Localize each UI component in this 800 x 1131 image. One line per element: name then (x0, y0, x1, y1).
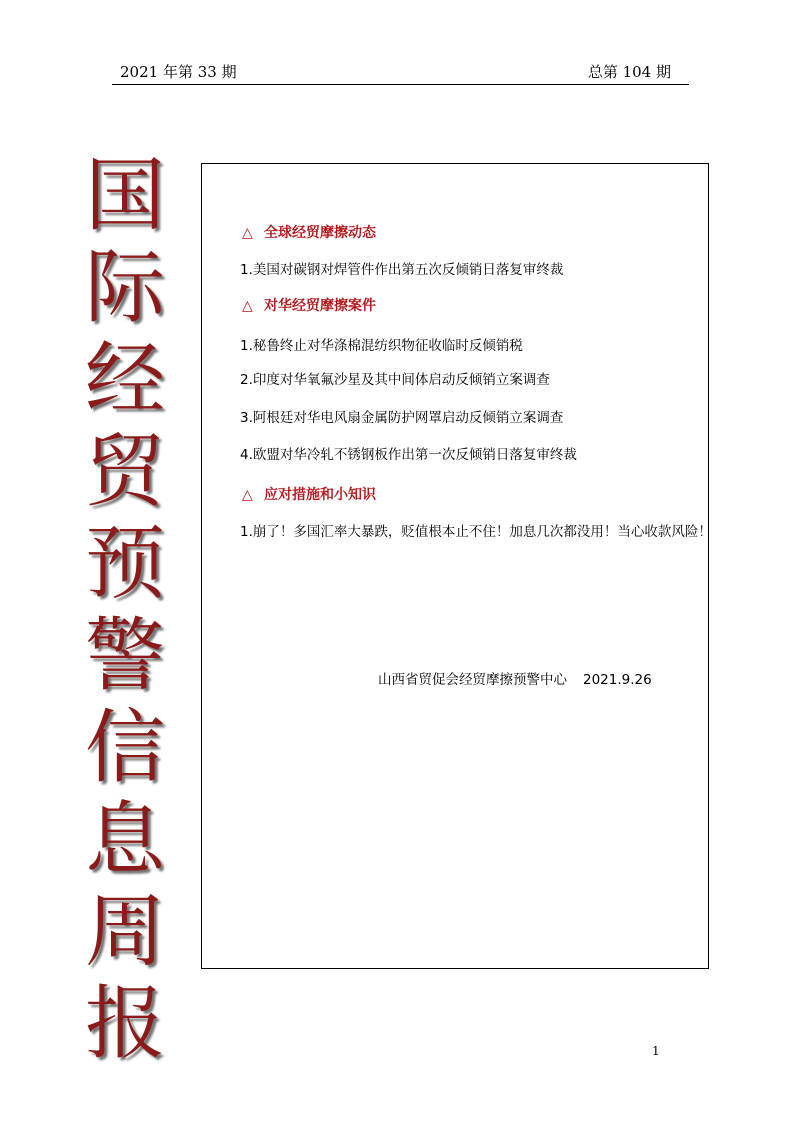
triangle-icon: △ (242, 225, 253, 241)
contents-item[interactable] (240, 408, 700, 428)
contents-item-text: 4.欧盟对华冷轧不锈钢板作出第一次反倾销日落复审终裁 (240, 447, 577, 463)
title-char: 报 (85, 977, 165, 1070)
title-char: 贸 (85, 425, 165, 518)
title-char: 周 (85, 885, 165, 978)
contents-item[interactable] (240, 260, 700, 280)
triangle-icon: △ (242, 487, 253, 503)
section-title-china-cases (242, 295, 376, 315)
contents-item[interactable] (240, 336, 700, 356)
title-char: 经 (85, 333, 165, 426)
title-char: 信 (85, 701, 165, 794)
section-title-measures (242, 484, 376, 504)
title-char: 际 (85, 241, 165, 334)
title-char: 警 (85, 609, 165, 702)
contents-item[interactable] (240, 370, 700, 390)
vertical-title (70, 149, 180, 1070)
section-title-text: 全球经贸摩擦动态 (264, 225, 376, 241)
title-char: 国 (85, 149, 165, 242)
issue-number: 2021 年第 33 期 (120, 63, 237, 81)
title-char: 预 (85, 517, 165, 610)
total-issue-number: 总第 104 期 (587, 63, 671, 81)
contents-item[interactable] (240, 445, 700, 465)
contents-item-text: 1.秘鲁终止对华涤棉混纺织物征收临时反倾销税 (240, 338, 523, 354)
section-title-global (242, 222, 376, 242)
contents-item-text: 1.崩了！多国汇率大暴跌，贬值根本止不住！加息几次都没用！当心收款风险！ (240, 524, 712, 540)
issuer-line (378, 668, 652, 688)
section-title-text: 对华经贸摩擦案件 (264, 298, 376, 314)
page-number: 1 (652, 1044, 660, 1058)
issuer-organization: 山西省贸促会经贸摩擦预警中心 (378, 672, 567, 688)
contents-item-text: 1.美国对碳钢对焊管件作出第五次反倾销日落复审终裁 (240, 262, 564, 278)
issue-date: 2021.9.26 (583, 672, 652, 688)
title-char: 息 (85, 793, 165, 886)
triangle-icon: △ (242, 298, 253, 314)
contents-item-text: 2.印度对华氧氟沙星及其中间体启动反倾销立案调查 (240, 372, 550, 388)
contents-item-text: 3.阿根廷对华电风扇金属防护网罩启动反倾销立案调查 (240, 410, 564, 426)
page-header (112, 60, 689, 85)
section-title-text: 应对措施和小知识 (264, 487, 376, 503)
contents-item[interactable] (240, 522, 714, 542)
contents-box (201, 163, 712, 969)
